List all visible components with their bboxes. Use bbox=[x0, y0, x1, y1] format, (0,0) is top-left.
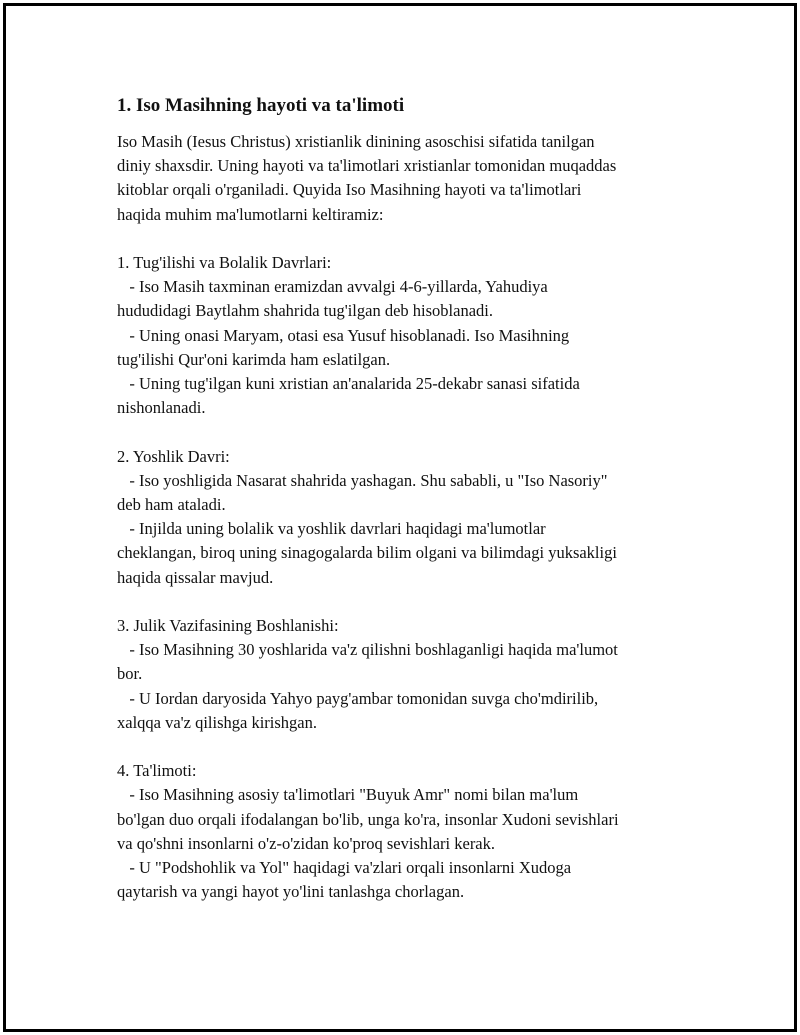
document-body bbox=[117, 94, 717, 904]
section-line: haqida qissalar mavjud. bbox=[117, 567, 274, 587]
section-line: - Iso Masih taxminan eramizdan avvalgi 4-6-yillarda, Yahudiya bbox=[117, 277, 548, 297]
section-line: - Injilda uning bolalik va yoshlik davrlari haqidagi ma'lumotlar bbox=[117, 519, 546, 539]
section-teachings bbox=[117, 759, 717, 904]
spacer bbox=[117, 227, 717, 251]
intro-line: haqida muhim ma'lumotlarni keltiramiz: bbox=[117, 204, 384, 224]
section-line: bor. bbox=[117, 664, 143, 684]
section-line: tug'ilishi Qur'oni karimda ham eslatilgan. bbox=[117, 349, 391, 369]
spacer bbox=[117, 420, 717, 444]
section-heading: 3. Julik Vazifasining Boshlanishi: bbox=[117, 616, 339, 636]
section-line: bo'lgan duo orqali ifodalangan bo'lib, unga ko'ra, insonlar Xudoni sevishlari bbox=[117, 809, 619, 829]
section-line: qaytarish va yangi hayot yo'lini tanlashga chorlagan. bbox=[117, 882, 465, 902]
spacer bbox=[117, 590, 717, 614]
section-youth bbox=[117, 445, 717, 590]
section-line: - Iso yoshligida Nasarat shahrida yashagan. Shu sababli, u "Iso Nasoriy" bbox=[117, 470, 608, 490]
section-heading: 1. Tug'ilishi va Bolalik Davrlari: bbox=[117, 253, 332, 272]
section-heading: 2. Yoshlik Davri: bbox=[117, 446, 230, 466]
section-line: va qo'shni insonlarni o'z-o'zidan ko'proq sevishlari kerak. bbox=[117, 833, 496, 853]
section-line: nishonlanadi. bbox=[117, 398, 206, 418]
spacer bbox=[117, 735, 717, 759]
section-line: - U Iordan daryosida Yahyo payg'ambar tomonidan suvga cho'mdirilib, bbox=[117, 688, 599, 708]
section-line: - Uning onasi Maryam, otasi esa Yusuf hisoblanadi. Iso Masihning bbox=[117, 325, 570, 345]
section-birth-childhood bbox=[117, 251, 717, 420]
section-heading: 4. Ta'limoti: bbox=[117, 761, 197, 781]
section-line: hududidagi Baytlahm shahrida tug'ilgan deb hisoblanadi. bbox=[117, 301, 493, 321]
section-line: - Iso Masihning 30 yoshlarida va'z qilishni boshlaganligi haqida ma'lumot bbox=[117, 640, 618, 660]
section-line: - Uning tug'ilgan kuni xristian an'analarida 25-dekabr sanasi sifatida bbox=[117, 374, 580, 394]
document-title: 1. Iso Masihning hayoti va ta'limoti bbox=[117, 95, 405, 116]
section-line: deb ham ataladi. bbox=[117, 495, 226, 515]
intro-line: diniy shaxsdir. Uning hayoti va ta'limotlari xristianlar tomonidan muqaddas bbox=[117, 156, 617, 176]
intro-line: Iso Masih (Iesus Christus) xristianlik dinining asoschisi sifatida tanilgan bbox=[117, 132, 595, 151]
section-line: - Iso Masihning asosiy ta'limotlari "Buyuk Amr" nomi bilan ma'lum bbox=[117, 785, 579, 805]
section-ministry-start bbox=[117, 614, 717, 735]
section-line: xalqqa va'z qilishga kirishgan. bbox=[117, 712, 318, 732]
section-line: cheklangan, biroq uning sinagogalarda bilim olgani va bilimdagi yuksakligi bbox=[117, 543, 617, 563]
section-line: - U "Podshohlik va Yol" haqidagi va'zlari orqali insonlarni Xudoga bbox=[117, 858, 572, 878]
intro-line: kitoblar orqali o'rganiladi. Quyida Iso Masihning hayoti va ta'limotlari bbox=[117, 180, 582, 200]
intro-paragraph bbox=[117, 130, 717, 227]
